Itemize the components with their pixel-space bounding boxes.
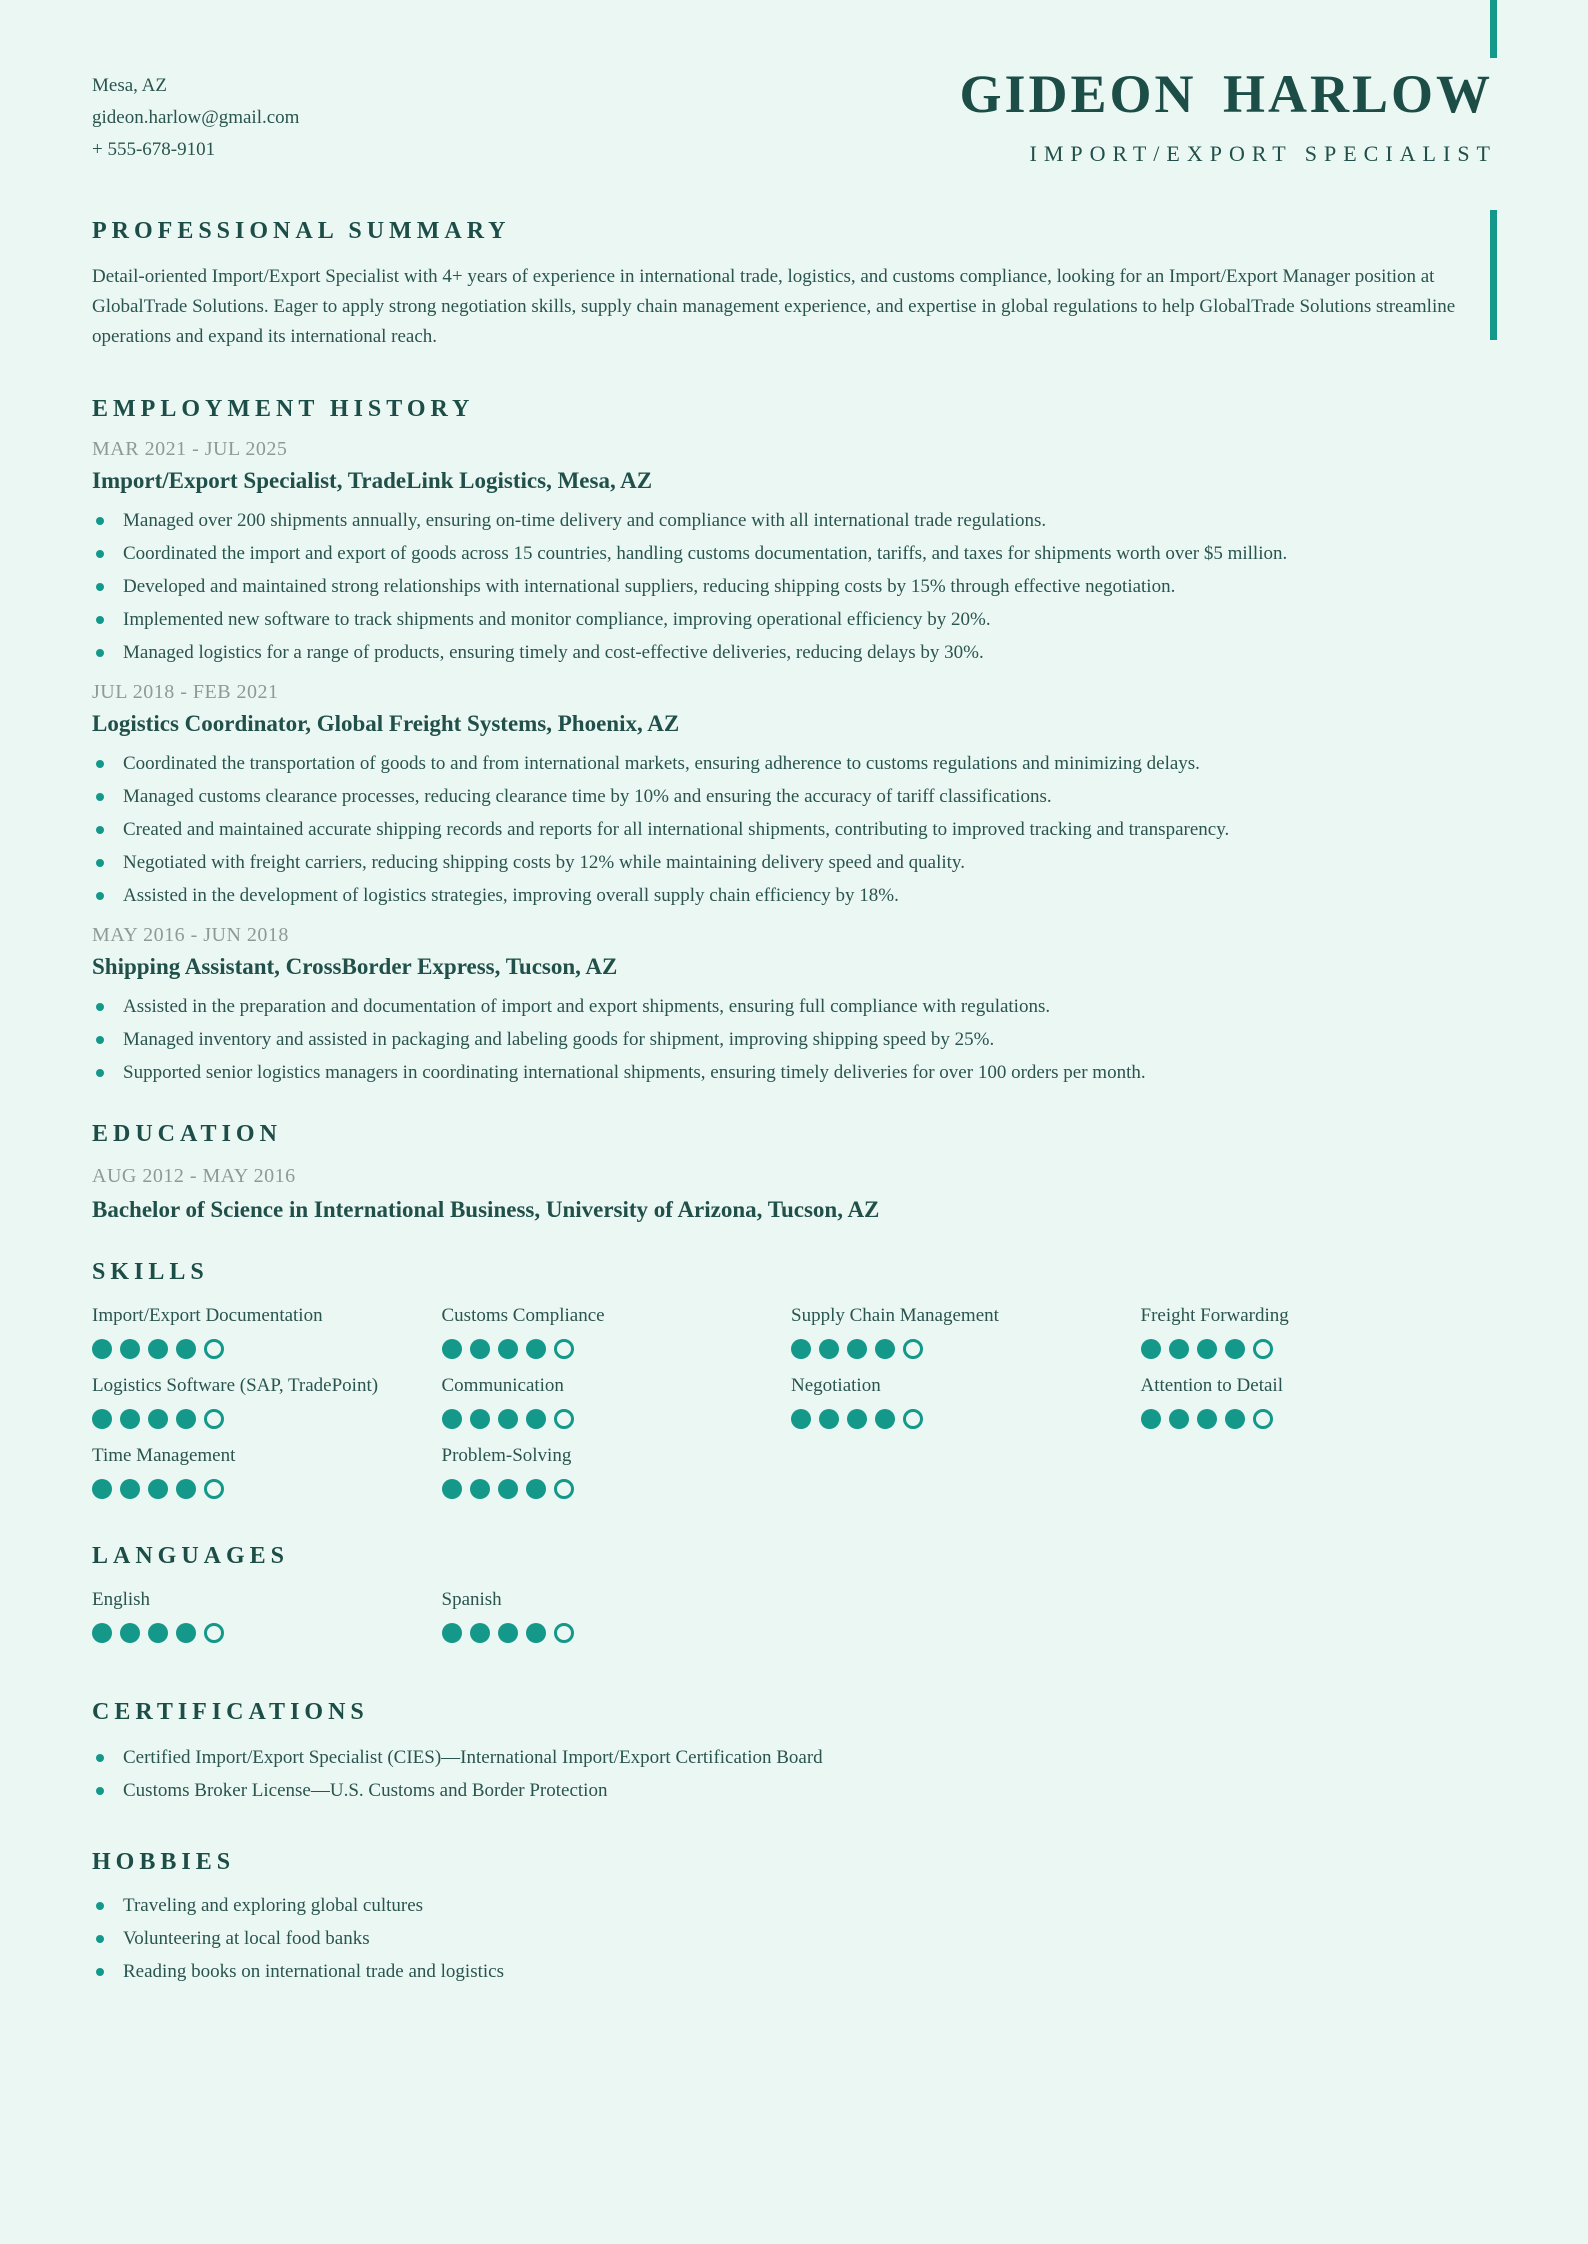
- job-bullet: [92, 570, 1490, 603]
- skill-rating: [442, 1339, 792, 1359]
- rating-dot-filled: [819, 1339, 839, 1359]
- bullet-icon: [96, 583, 104, 591]
- certification-item: [92, 1741, 1490, 1774]
- job-bullet: [92, 780, 1490, 813]
- job-bullet: [92, 504, 1490, 537]
- rating-dot-filled: [176, 1339, 196, 1359]
- rating-dot-filled: [92, 1479, 112, 1499]
- job-bullet-text: Developed and maintained strong relationships with international suppliers, reducing shipping costs by 15% through effective negotiation.: [123, 576, 1176, 597]
- person-job-title: IMPORT/EXPORT SPECIALIST: [1029, 141, 1497, 166]
- skill-rating: [92, 1409, 442, 1429]
- bullet-icon: [96, 1069, 104, 1077]
- certification-text: Customs Broker License—U.S. Customs and Border Protection: [123, 1780, 608, 1801]
- hobby-text: Volunteering at local food banks: [123, 1928, 370, 1949]
- rating-dot-filled: [847, 1409, 867, 1429]
- section-employment-history: [92, 394, 1490, 1089]
- hobby-text: Traveling and exploring global cultures: [123, 1895, 424, 1916]
- job-bullet: [92, 537, 1490, 570]
- job-dates: MAY 2016 - JUN 2018: [92, 924, 289, 946]
- summary-heading: PROFESSIONAL SUMMARY: [92, 218, 511, 244]
- job-bullet-text: Managed logistics for a range of products, ensuring timely and cost-effective deliveries, reducing delays by 30%.: [123, 642, 984, 663]
- job-bullet-text: Supported senior logistics managers in coordinating international shipments, ensuring timely deliveries for over 100 orders per month.: [123, 1062, 1146, 1083]
- bullet-icon: [96, 1754, 104, 1762]
- job-bullet: [92, 990, 1490, 1023]
- rating-dot-filled: [498, 1409, 518, 1429]
- rating-dot-filled: [470, 1409, 490, 1429]
- rating-dot-filled: [120, 1623, 140, 1643]
- job-list: [92, 436, 1490, 1089]
- certifications-heading: CERTIFICATIONS: [92, 1699, 369, 1725]
- rating-dot-filled: [148, 1623, 168, 1643]
- rating-dot-filled: [148, 1479, 168, 1499]
- person-name: GIDEON HARLOW: [959, 64, 1493, 124]
- bullet-icon: [96, 859, 104, 867]
- hobby-text: Reading books on international trade and logistics: [123, 1961, 504, 1982]
- bullet-icon: [96, 760, 104, 768]
- section-skills: [92, 1257, 1490, 1513]
- job-bullet: [92, 879, 1490, 912]
- summary-text: Detail-oriented Import/Export Specialist with 4+ years of experience in international trade, logistics, and customs compliance, looking for an Import/Export Manager position at GlobalTrade Solutions. Eager to apply strong negotiation skills, supply chain management experience, and expertise in global regulations to help GlobalTrade Solutions streamline operations and expand its international reach.: [92, 266, 1456, 347]
- skill-name: Negotiation: [791, 1375, 881, 1396]
- rating-dot-filled: [1141, 1339, 1161, 1359]
- section-hobbies: [92, 1847, 1490, 1988]
- language-name: English: [92, 1589, 151, 1610]
- job-bullet: [92, 1023, 1490, 1056]
- language-name: Spanish: [441, 1589, 502, 1610]
- skill-name: Communication: [441, 1375, 564, 1396]
- hobby-list: [92, 1889, 1490, 1988]
- accent-bar-bottom: [1490, 210, 1497, 340]
- employment-heading: EMPLOYMENT HISTORY: [92, 396, 475, 422]
- job-entry: [92, 922, 1490, 1089]
- rating-dot-empty: [554, 1409, 574, 1429]
- bullet-icon: [96, 826, 104, 834]
- contact-block: [92, 64, 299, 166]
- rating-dot-filled: [1197, 1409, 1217, 1429]
- rating-dot-filled: [498, 1479, 518, 1499]
- job-bullet-text: Coordinated the transportation of goods to and from international markets, ensuring adherence to customs regulations and minimizing delays.: [123, 753, 1200, 774]
- skill-item: [92, 1373, 442, 1429]
- skill-rating: [1141, 1409, 1491, 1429]
- rating-dot-filled: [92, 1623, 112, 1643]
- bullet-icon: [96, 649, 104, 657]
- skills-grid: [92, 1303, 1490, 1513]
- certification-item: [92, 1774, 1490, 1807]
- rating-dot-empty: [1253, 1409, 1273, 1429]
- bullet-icon: [96, 793, 104, 801]
- job-bullet-text: Managed over 200 shipments annually, ensuring on-time delivery and compliance with all international trade regulations.: [123, 510, 1047, 531]
- rating-dot-filled: [498, 1623, 518, 1643]
- rating-dot-filled: [791, 1339, 811, 1359]
- rating-dot-filled: [470, 1479, 490, 1499]
- section-professional-summary: [92, 216, 1490, 352]
- bullet-icon: [96, 550, 104, 558]
- job-bullet: [92, 747, 1490, 780]
- rating-dot-empty: [554, 1339, 574, 1359]
- rating-dot-filled: [498, 1339, 518, 1359]
- rating-dot-filled: [1225, 1339, 1245, 1359]
- skill-item: [442, 1443, 792, 1499]
- skill-rating: [92, 1479, 442, 1499]
- rating-dot-filled: [120, 1409, 140, 1429]
- skill-name: Logistics Software (SAP, TradePoint): [92, 1375, 379, 1396]
- bullet-icon: [96, 1036, 104, 1044]
- bullet-icon: [96, 517, 104, 525]
- rating-dot-filled: [847, 1339, 867, 1359]
- bullet-icon: [96, 1003, 104, 1011]
- skill-item: [442, 1373, 792, 1429]
- job-bullet: [92, 1056, 1490, 1089]
- rating-dot-filled: [148, 1339, 168, 1359]
- skill-rating: [791, 1409, 1141, 1429]
- bullet-icon: [96, 1787, 104, 1795]
- hobby-item: [92, 1955, 1490, 1988]
- rating-dot-filled: [526, 1339, 546, 1359]
- rating-dot-filled: [526, 1623, 546, 1643]
- languages-heading: LANGUAGES: [92, 1543, 290, 1569]
- skill-item: [791, 1303, 1141, 1359]
- rating-dot-filled: [120, 1479, 140, 1499]
- skill-item: [92, 1303, 442, 1359]
- rating-dot-filled: [819, 1409, 839, 1429]
- rating-dot-filled: [442, 1479, 462, 1499]
- contact-phone: + 555-678-9101: [92, 139, 216, 160]
- rating-dot-filled: [875, 1409, 895, 1429]
- job-bullet-text: Managed customs clearance processes, reducing clearance time by 10% and ensuring the accuracy of tariff classifications.: [123, 786, 1052, 807]
- languages-grid: [92, 1587, 1490, 1657]
- bullet-icon: [96, 1902, 104, 1910]
- bullet-icon: [96, 892, 104, 900]
- rating-dot-filled: [1169, 1409, 1189, 1429]
- rating-dot-empty: [903, 1339, 923, 1359]
- job-bullet-text: Negotiated with freight carriers, reducing shipping costs by 12% while maintaining delivery speed and quality.: [123, 852, 965, 873]
- job-bullet-text: Assisted in the development of logistics strategies, improving overall supply chain efficiency by 18%.: [123, 885, 899, 906]
- job-bullet-text: Created and maintained accurate shipping records and reports for all international shipments, contributing to improved tracking and transparency.: [123, 819, 1230, 840]
- rating-dot-empty: [554, 1479, 574, 1499]
- job-bullet-text: Managed inventory and assisted in packaging and labeling goods for shipment, improving shipping speed by 25%.: [123, 1029, 995, 1050]
- skill-item: [1141, 1373, 1491, 1429]
- job-bullet-list: [92, 747, 1490, 912]
- rating-dot-empty: [204, 1339, 224, 1359]
- rating-dot-filled: [442, 1339, 462, 1359]
- skill-name: Customs Compliance: [441, 1305, 605, 1326]
- rating-dot-filled: [176, 1479, 196, 1499]
- rating-dot-empty: [204, 1479, 224, 1499]
- rating-dot-filled: [526, 1409, 546, 1429]
- rating-dot-filled: [148, 1409, 168, 1429]
- bullet-icon: [96, 1968, 104, 1976]
- skill-rating: [92, 1339, 442, 1359]
- skill-item: [791, 1373, 1141, 1429]
- job-dates: MAR 2021 - JUL 2025: [92, 438, 288, 460]
- job-title: Shipping Assistant, CrossBorder Express, Tucson, AZ: [92, 954, 618, 979]
- rating-dot-filled: [92, 1409, 112, 1429]
- rating-dot-filled: [470, 1623, 490, 1643]
- hobbies-heading: HOBBIES: [92, 1849, 236, 1875]
- rating-dot-filled: [1197, 1339, 1217, 1359]
- rating-dot-empty: [554, 1623, 574, 1643]
- skill-item: [442, 1303, 792, 1359]
- job-entry: [92, 679, 1490, 912]
- job-entry: [92, 436, 1490, 669]
- skill-name: Time Management: [92, 1445, 236, 1466]
- rating-dot-empty: [1253, 1339, 1273, 1359]
- hobby-item: [92, 1889, 1490, 1922]
- rating-dot-filled: [875, 1339, 895, 1359]
- rating-dot-filled: [526, 1479, 546, 1499]
- contact-location: Mesa, AZ: [92, 75, 167, 96]
- skill-item: [1141, 1303, 1491, 1359]
- job-title: Import/Export Specialist, TradeLink Logistics, Mesa, AZ: [92, 468, 653, 493]
- rating-dot-filled: [470, 1339, 490, 1359]
- skill-name: Freight Forwarding: [1140, 1305, 1289, 1326]
- certification-text: Certified Import/Export Specialist (CIES)—International Import/Export Certification Board: [123, 1747, 823, 1768]
- rating-dot-filled: [791, 1409, 811, 1429]
- rating-dot-empty: [204, 1623, 224, 1643]
- section-languages: [92, 1541, 1490, 1657]
- skill-name: Problem-Solving: [441, 1445, 572, 1466]
- rating-dot-filled: [176, 1623, 196, 1643]
- language-item: [92, 1587, 442, 1643]
- rating-dot-filled: [176, 1409, 196, 1429]
- skill-name: Import/Export Documentation: [92, 1305, 323, 1326]
- job-bullet-text: Coordinated the import and export of goods across 15 countries, handling customs documentation, tariffs, and taxes for shipments worth over $5 million.: [123, 543, 1288, 564]
- rating-dot-filled: [92, 1339, 112, 1359]
- job-bullet: [92, 603, 1490, 636]
- skill-name: Supply Chain Management: [791, 1305, 999, 1326]
- accent-bar-top: [1490, 0, 1497, 58]
- job-bullet-text: Assisted in the preparation and documentation of import and export shipments, ensuring full compliance with regulations.: [123, 996, 1051, 1017]
- skill-item: [92, 1443, 442, 1499]
- skill-rating: [791, 1339, 1141, 1359]
- skill-rating: [442, 1409, 792, 1429]
- section-certifications: [92, 1697, 1490, 1807]
- section-education: [92, 1119, 1490, 1225]
- identity-block: [959, 64, 1497, 168]
- rating-dot-filled: [1169, 1339, 1189, 1359]
- job-bullet: [92, 813, 1490, 846]
- bullet-icon: [96, 1935, 104, 1943]
- job-dates: JUL 2018 - FEB 2021: [92, 681, 279, 703]
- job-bullet-list: [92, 990, 1490, 1089]
- job-bullet-list: [92, 504, 1490, 669]
- hobby-item: [92, 1922, 1490, 1955]
- rating-dot-filled: [1225, 1409, 1245, 1429]
- contact-email: gideon.harlow@gmail.com: [92, 107, 300, 128]
- rating-dot-filled: [1141, 1409, 1161, 1429]
- job-bullet: [92, 846, 1490, 879]
- job-bullet: [92, 636, 1490, 669]
- header: [92, 64, 1497, 168]
- rating-dot-empty: [204, 1409, 224, 1429]
- language-item: [442, 1587, 792, 1643]
- education-degree: Bachelor of Science in International Business, University of Arizona, Tucson, AZ: [92, 1197, 880, 1222]
- job-title: Logistics Coordinator, Global Freight Systems, Phoenix, AZ: [92, 711, 680, 736]
- rating-dot-filled: [442, 1409, 462, 1429]
- skill-rating: [1141, 1339, 1491, 1359]
- skill-name: Attention to Detail: [1140, 1375, 1283, 1396]
- bullet-icon: [96, 616, 104, 624]
- education-heading: EDUCATION: [92, 1121, 282, 1147]
- education-dates: AUG 2012 - MAY 2016: [92, 1165, 296, 1187]
- rating-dot-filled: [120, 1339, 140, 1359]
- skills-heading: SKILLS: [92, 1259, 209, 1285]
- certification-list: [92, 1741, 1490, 1807]
- rating-dot-filled: [442, 1623, 462, 1643]
- language-rating: [442, 1623, 792, 1643]
- skill-rating: [442, 1479, 792, 1499]
- rating-dot-empty: [903, 1409, 923, 1429]
- language-rating: [92, 1623, 442, 1643]
- job-bullet-text: Implemented new software to track shipments and monitor compliance, improving operational efficiency by 20%.: [123, 609, 991, 630]
